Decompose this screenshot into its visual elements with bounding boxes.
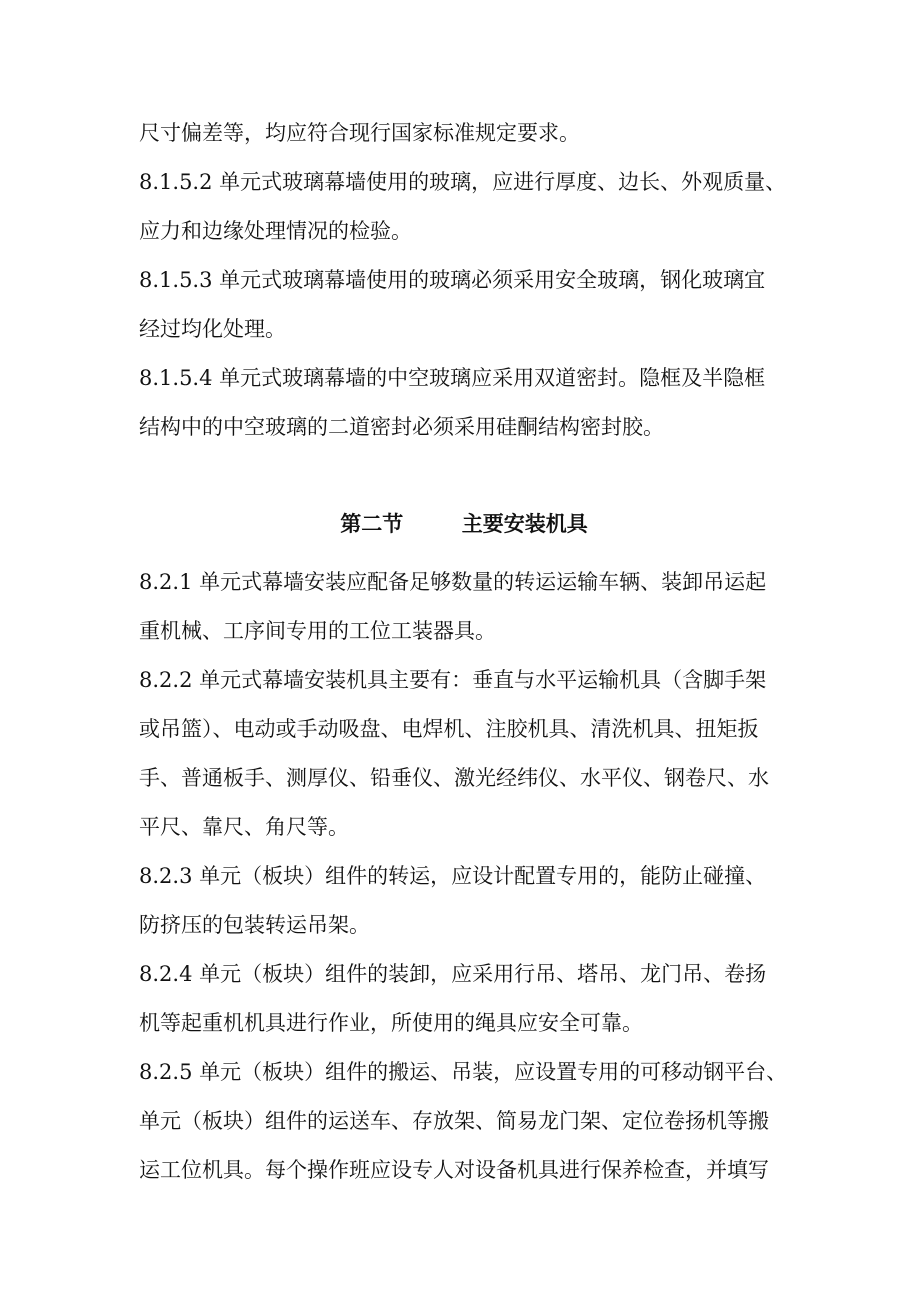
text-line: 8.1.5.2 单元式玻璃幕墙使用的玻璃，应进行厚度、边长、外观质量、 xyxy=(139,170,787,194)
text-line: 8.2.5 单元（板块）组件的搬运、吊装，应设置专用的可移动钢平台、 xyxy=(139,1060,788,1084)
text-line: 平尺、靠尺、角尺等。 xyxy=(139,815,349,839)
text-line: 尺寸偏差等，均应符合现行国家标准规定要求。 xyxy=(139,121,580,145)
text-line: 重机械、工序间专用的工位工装器具。 xyxy=(139,619,496,643)
text-line: 单元（板块）组件的运送车、存放架、简易龙门架、定位卷扬机等搬 xyxy=(139,1109,769,1133)
text-line: 防挤压的包装转运吊架。 xyxy=(139,913,370,937)
text-line: 8.1.5.3 单元式玻璃幕墙使用的玻璃必须采用安全玻璃，钢化玻璃宜 xyxy=(139,268,766,292)
section-8-1-5-text xyxy=(139,109,789,452)
text-line: 8.2.3 单元（板块）组件的转运，应设计配置专用的，能防止碰撞、 xyxy=(139,864,767,888)
text-line: 手、普通板手、测厚仪、铅垂仪、激光经纬仪、水平仪、钢卷尺、水 xyxy=(139,766,769,790)
text-line: 8.2.1 单元式幕墙安装应配备足够数量的转运运输车辆、装卸吊运起 xyxy=(139,570,767,594)
text-line: 或吊篮）、电动或手动吸盘、电焊机、注胶机具、清洗机具、扭矩扳 xyxy=(139,717,759,741)
section-heading: 第二节 主要安装机具 xyxy=(340,512,588,536)
text-line: 运工位机具。每个操作班应设专人对设备机具进行保养检查，并填写 xyxy=(139,1158,769,1182)
section-2 xyxy=(139,490,789,1195)
text-line: 机等起重机机具进行作业，所使用的绳具应安全可靠。 xyxy=(139,1011,643,1035)
text-line: 经过均化处理。 xyxy=(139,317,286,341)
text-line: 8.1.5.4 单元式玻璃幕墙的中空玻璃应采用双道密封。隐框及半隐框 xyxy=(139,366,766,390)
text-line: 8.2.4 单元（板块）组件的装卸，应采用行吊、塔吊、龙门吊、卷扬 xyxy=(139,962,767,986)
text-line: 结构中的中空玻璃的二道密封必须采用硅酮结构密封胶。 xyxy=(139,415,664,439)
text-line: 8.2.2 单元式幕墙安装机具主要有：垂直与水平运输机具（含脚手架 xyxy=(139,668,767,692)
text-line: 应力和边缘处理情况的检验。 xyxy=(139,219,412,243)
